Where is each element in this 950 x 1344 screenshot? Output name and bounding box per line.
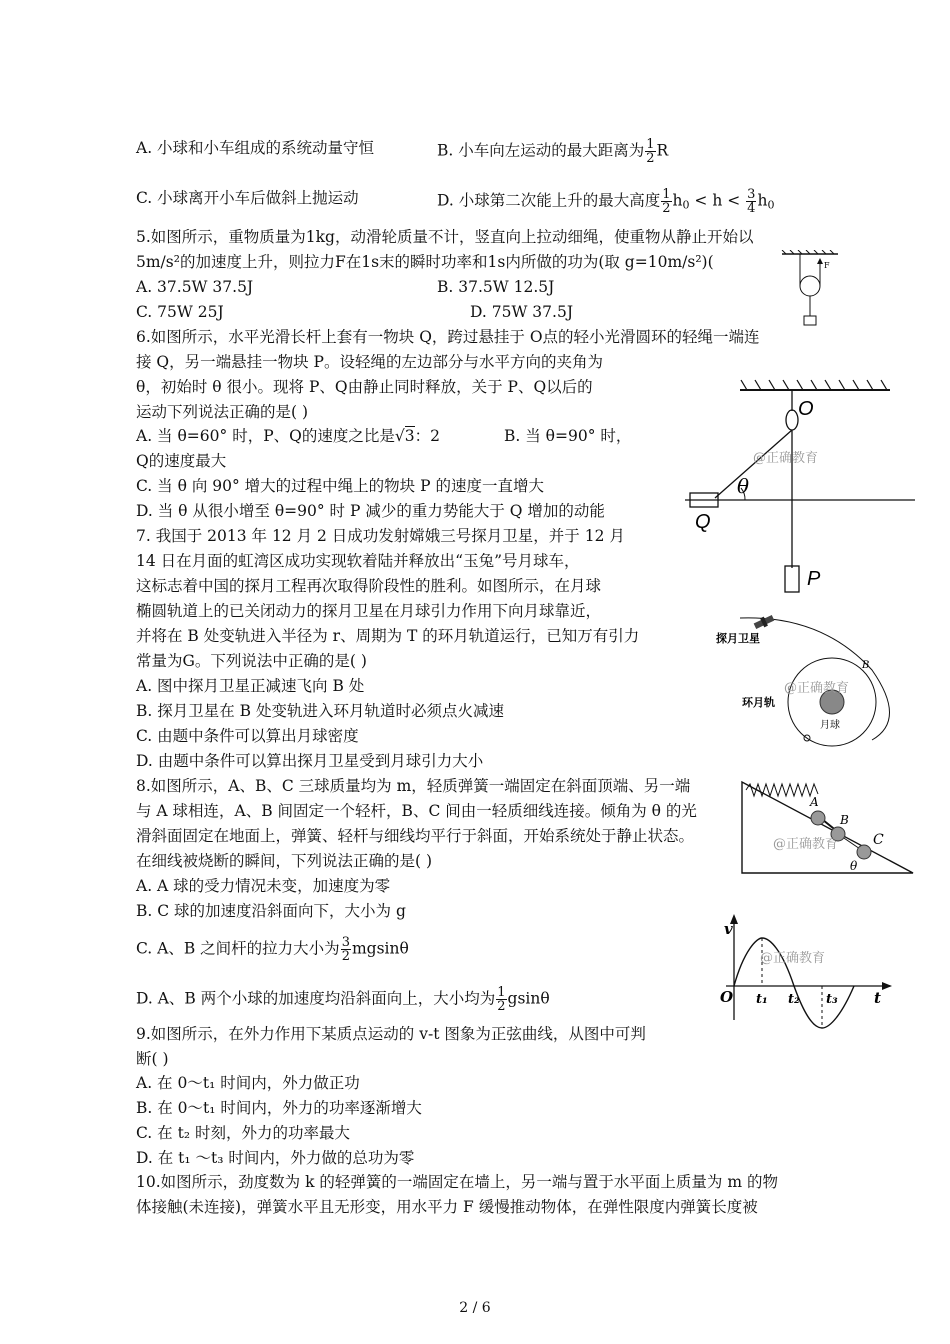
q4-option-b-fraction bbox=[645, 138, 655, 165]
q4-option-c: C. 小球离开小车后做斜上抛运动 bbox=[136, 189, 359, 207]
q6-option-d: D. 当 θ 从很小增至 θ=90° 时 P 减少的重力势能大于 Q 增加的动能 bbox=[136, 502, 605, 520]
q9-option-c: C. 在 t₂ 时刻，外力的功率最大 bbox=[136, 1124, 350, 1142]
ball-b-label: B bbox=[840, 813, 849, 827]
q8-option-a: A. A 球的受力情况未变，加速度为零 bbox=[136, 877, 391, 895]
moon-label: 月球 bbox=[820, 720, 840, 731]
q5-option-c: C. 75W 25J bbox=[136, 303, 224, 321]
frac-num: 3 bbox=[747, 187, 756, 202]
sqrt-sign: √ bbox=[394, 427, 405, 445]
q4-option-d-text: D. 小球第二次能上升的最大高度 bbox=[437, 191, 661, 210]
q8-option-d-fraction bbox=[496, 986, 506, 1013]
q7-option-b: B. 探月卫星在 B 处变轨进入环月轨道时必须点火减速 bbox=[136, 702, 504, 720]
axis-v-label: v bbox=[724, 920, 733, 938]
q6-line-4: 运动下列说法正确的是( ) bbox=[136, 403, 309, 421]
q8-line-2: 与 A 球相连，A、B 间固定一个轻杆，B、C 间由一轻质细线连接。倾角为 θ 的光 bbox=[136, 802, 697, 820]
t1-label: t₁ bbox=[756, 992, 768, 1007]
q9-option-d: D. 在 t₁ ～t₃ 时间内，外力做的总功为零 bbox=[136, 1149, 415, 1167]
q7-option-d: D. 由题中条件可以算出探月卫星受到月球引力大小 bbox=[136, 752, 484, 770]
q4-sub2: 0 bbox=[767, 198, 775, 212]
block-q-label: Q bbox=[695, 511, 711, 533]
q6-option-c: C. 当 θ 向 90° 增大的过程中绳上的物块 P 的速度一直增大 bbox=[136, 477, 544, 495]
q8-option-c-fraction bbox=[341, 936, 351, 963]
q6-option-b: B. 当 θ=90° 时， bbox=[504, 427, 632, 445]
q4-option-d-fraction2 bbox=[746, 188, 756, 215]
pulley-figure bbox=[780, 250, 840, 330]
q4-option-b bbox=[437, 138, 668, 165]
sqrt-radicand: 3 bbox=[404, 427, 415, 445]
q8-option-c-text: C. A、B 之间杆的拉力大小为 bbox=[136, 939, 340, 958]
q8-line-3: 滑斜面固定在地面上，弹簧、轻杆与细线均平行于斜面，开始系统处于静止状态。 bbox=[136, 827, 695, 845]
q4-option-d bbox=[437, 188, 774, 216]
force-label: F bbox=[824, 261, 830, 270]
point-b-label: B bbox=[862, 660, 870, 671]
q4-sub: 0 bbox=[682, 198, 690, 212]
incline-figure bbox=[738, 778, 918, 878]
q6-line-2: 接 Q，另一端悬挂一物块 P。设轻绳的左边部分与水平方向的夹角为 bbox=[136, 353, 603, 371]
q9-line-2: 断( ) bbox=[136, 1050, 169, 1068]
ball-a-label: A bbox=[810, 795, 819, 809]
q5-option-a: A. 37.5W 37.5J bbox=[136, 278, 254, 296]
q7-line-6: 常量为G。下列说法中正确的是( ) bbox=[136, 652, 367, 670]
q7-option-a: A. 图中探月卫星正减速飞向 B 处 bbox=[136, 677, 365, 695]
vt-graph-figure bbox=[712, 910, 897, 1030]
frac-num: 1 bbox=[662, 187, 671, 202]
q8-option-d-text: D. A、B 两个小球的加速度均沿斜面向上，大小均为 bbox=[136, 989, 496, 1008]
q5-line-2: 5m/s²的加速度上升，则拉力F在1s末的瞬时功率和1s内所做的功为(取 g=10m/s²)( bbox=[136, 253, 714, 271]
q5-line-1: 5.如图所示，重物质量为1kg，动滑轮质量不计，竖直向上拉动细绳，使重物从静止开始以 bbox=[136, 228, 754, 246]
q8-option-b: B. C 球的加速度沿斜面向下，大小为 g bbox=[136, 902, 406, 920]
satellite-label: 探月卫星 bbox=[716, 632, 760, 645]
q7-line-3: 这标志着中国的探月工程再次取得阶段性的胜利。如图所示，在月球 bbox=[136, 577, 602, 595]
ball-c-label: C bbox=[873, 832, 884, 848]
satellite-icon bbox=[753, 613, 775, 631]
incline-theta-label: θ bbox=[850, 859, 858, 873]
watermark: @正确教育 bbox=[773, 837, 839, 852]
frac-den: 2 bbox=[646, 151, 655, 166]
theta-label: θ bbox=[737, 474, 750, 498]
lunar-orbit-figure bbox=[712, 600, 937, 750]
page-number: 2 / 6 bbox=[459, 1300, 491, 1316]
q4-option-d-fraction1 bbox=[661, 188, 671, 215]
q6-line-3: θ，初始时 θ 很小。现将 P、Q由静止同时释放，关于 P、Q以后的 bbox=[136, 378, 593, 396]
point-o-label: O bbox=[798, 398, 814, 420]
q4-h: h bbox=[672, 191, 683, 210]
frac-num: 1 bbox=[646, 137, 655, 152]
q8-option-c bbox=[136, 936, 409, 963]
q9-option-b: B. 在 0～t₁ 时间内，外力的功率逐渐增大 bbox=[136, 1099, 422, 1117]
q10-line-1: 10.如图所示，劲度数为 k 的轻弹簧的一端固定在墙上，另一端与置于水平面上质量为 m 的物 bbox=[136, 1173, 778, 1191]
axis-t-label: t bbox=[874, 989, 881, 1007]
orbit-label: 环月轨 bbox=[742, 696, 775, 709]
q8-line-1: 8.如图所示，A、B、C 三球质量均为 m，轻质弹簧一端固定在斜面顶端、另一端 bbox=[136, 777, 691, 795]
q4-ineq: < h < bbox=[689, 191, 746, 210]
frac-den: 2 bbox=[662, 201, 671, 216]
q7-line-2: 14 日在月面的虹湾区成功实现软着陆并释放出“玉兔”号月球车， bbox=[136, 552, 580, 570]
frac-den: 2 bbox=[341, 949, 350, 964]
frac-num: 1 bbox=[497, 985, 506, 1000]
q4-h2: h bbox=[757, 191, 768, 210]
q7-line-5: 并将在 B 处变轨进入半径为 r、周期为 T 的环月轨道运行，已知万有引力 bbox=[136, 627, 640, 645]
q8-line-4: 在细线被烧断的瞬间，下列说法正确的是( ) bbox=[136, 852, 433, 870]
q8-option-d-tail: gsinθ bbox=[507, 989, 550, 1008]
frac-den: 2 bbox=[497, 999, 506, 1014]
q4-option-b-text: B. 小车向左运动的最大距离为 bbox=[437, 141, 645, 160]
q6-option-a-text: A. 当 θ=60° 时，P、Q的速度之比是 bbox=[136, 427, 395, 445]
q5-option-b: B. 37.5W 12.5J bbox=[437, 278, 555, 296]
t3-label: t₃ bbox=[826, 992, 838, 1007]
q8-option-d bbox=[136, 986, 550, 1013]
block-p-label: P bbox=[807, 568, 821, 590]
q4-option-a: A. 小球和小车组成的系统动量守恒 bbox=[136, 139, 375, 157]
rope-ring-figure bbox=[685, 378, 925, 598]
q8-option-c-tail: mgsinθ bbox=[351, 939, 409, 958]
q9-line-1: 9.如图所示，在外力作用下某质点运动的 v-t 图象为正弦曲线，从图中可判 bbox=[136, 1025, 646, 1043]
q4-option-b-tail: R bbox=[656, 141, 669, 160]
watermark: @正确教育 bbox=[753, 451, 819, 466]
watermark: @正确教育 bbox=[760, 951, 826, 966]
q6-option-a-tail: ：2 bbox=[414, 427, 440, 445]
origin-label: O bbox=[720, 988, 734, 1006]
q5-option-d: D. 75W 37.5J bbox=[470, 303, 574, 321]
q7-line-4: 椭圆轨道上的已关闭动力的探月卫星在月球引力作用下向月球靠近， bbox=[136, 602, 602, 620]
q7-option-c: C. 由题中条件可以算出月球密度 bbox=[136, 727, 359, 745]
q9-option-a: A. 在 0～t₁ 时间内，外力做正功 bbox=[136, 1074, 360, 1092]
frac-den: 4 bbox=[747, 201, 756, 216]
t2-label: t₂ bbox=[788, 992, 800, 1007]
q6-line-1: 6.如图所示，水平光滑长杆上套有一物块 Q，跨过悬挂于 O点的轻小光滑圆环的轻绳一端连 bbox=[136, 328, 760, 346]
frac-num: 3 bbox=[341, 935, 350, 950]
q10-line-2: 体接触(未连接)，弹簧水平且无形变，用水平力 F 缓慢推动物体，在弹性限度内弹簧长度被 bbox=[136, 1198, 758, 1216]
q6-option-b-cont: Q的速度最大 bbox=[136, 452, 227, 470]
q6-option-a bbox=[136, 426, 440, 446]
q7-line-1: 7. 我国于 2013 年 12 月 2 日成功发射嫦娥三号探月卫星，并于 12 月 bbox=[136, 527, 625, 545]
watermark: @正确教育 bbox=[784, 681, 850, 696]
